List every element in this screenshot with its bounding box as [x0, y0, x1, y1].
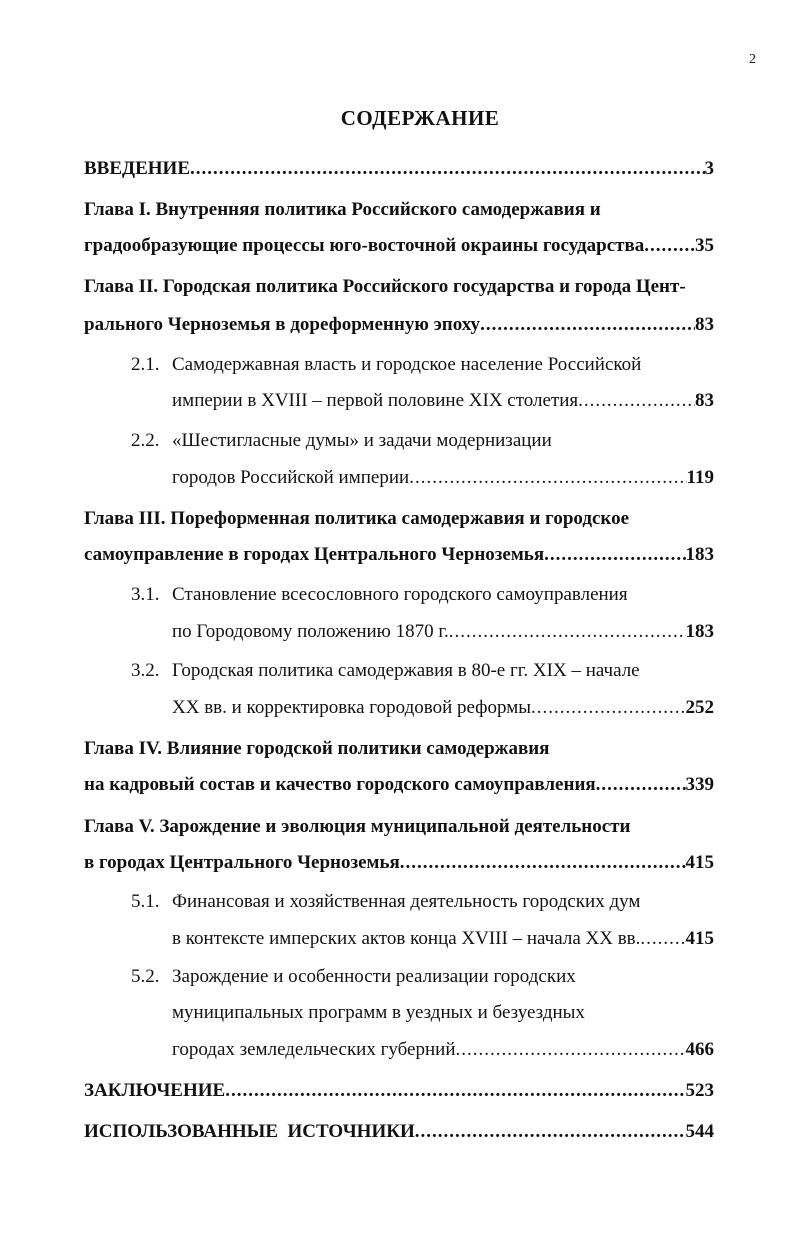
- toc-entry-section-3-1-cont: [172, 620, 714, 644]
- toc-entry-page: 3: [704, 158, 714, 179]
- toc-entry-title: Глава II. Городская политика Российского государства и города Цент-: [84, 276, 686, 297]
- toc-entry-introduction: [84, 157, 714, 181]
- toc-entry-title: Финансовая и хозяйственная деятельность городских дум: [172, 891, 641, 912]
- toc-entry-section-3-2: [131, 659, 714, 683]
- toc-entry-chapter-2: [84, 275, 714, 299]
- toc-entry-chapter-1-cont: [84, 234, 714, 258]
- dot-leader: [225, 1079, 685, 1103]
- toc-entry-section-2-1-cont: [172, 389, 714, 413]
- toc-entry-chapter-4-cont: [84, 773, 714, 797]
- toc-entry-title: городов Российской империи: [172, 467, 410, 488]
- dot-leader: [449, 620, 686, 644]
- toc-entry-title: на кадровый состав и качество городского самоуправления: [84, 774, 596, 795]
- toc-entry-page: 415: [685, 852, 714, 873]
- toc-entry-page: 119: [686, 467, 714, 488]
- toc-entry-section-2-2-cont: [172, 466, 714, 490]
- dot-leader: [409, 466, 686, 490]
- toc-entry-title: ВВЕДЕНИЕ: [84, 158, 190, 179]
- section-number: 2.2.: [131, 430, 160, 451]
- toc-entry-title: городах земледельческих губерний: [172, 1039, 456, 1060]
- toc-entry-page: 339: [685, 774, 714, 795]
- toc-entry-section-2-2: [131, 429, 714, 453]
- dot-leader: [415, 1120, 686, 1144]
- dot-leader: [544, 543, 685, 567]
- toc-entry-section-5-2-cont: [172, 1001, 714, 1025]
- page-number: 2: [749, 52, 756, 67]
- dot-leader: [640, 927, 685, 951]
- dot-leader: [456, 1038, 686, 1062]
- toc-entry-title: Самодержавная власть и городское население Российской: [172, 354, 642, 375]
- toc-entry-section-3-1: [131, 583, 714, 607]
- section-number: 2.1.: [131, 354, 160, 375]
- section-number: 5.2.: [131, 966, 160, 987]
- toc-entry-title: XX вв. и корректировка городовой реформы: [172, 697, 531, 718]
- toc-entry-page: 83: [695, 390, 714, 411]
- toc-entry-title: «Шестигласные думы» и задачи модернизации: [172, 430, 552, 451]
- dot-leader: [644, 234, 695, 258]
- toc-entry-chapter-5: [84, 815, 714, 839]
- toc-entry-page: 415: [685, 928, 714, 949]
- toc-entry-chapter-3-cont: [84, 543, 714, 567]
- toc-entry-page: 252: [685, 697, 714, 718]
- dot-leader: [480, 313, 695, 337]
- toc-entry-chapter-2-cont: [84, 313, 714, 337]
- toc-entry-title: Зарождение и особенности реализации городских: [172, 966, 576, 987]
- toc-entry-title: Глава III. Пореформенная политика самодержавия и городское: [84, 508, 630, 529]
- toc-entry-title: Глава V. Зарождение и эволюция муниципальной деятельности: [84, 816, 631, 837]
- toc-entry-title: градообразующие процессы юго-восточной окраины государства: [84, 235, 645, 256]
- toc-entry-title: Городская политика самодержавия в 80-е гг. XIX – начале: [172, 660, 640, 681]
- toc-entry-section-5-2-cont-2: [172, 1038, 714, 1062]
- toc-entry-title: по Городовому положению 1870 г.: [172, 621, 449, 642]
- toc-entry-title: Глава I. Внутренняя политика Российского самодержавия и: [84, 199, 601, 220]
- toc-entry-title: в городах Центрального Черноземья: [84, 852, 400, 873]
- dot-leader: [190, 157, 705, 181]
- toc-entry-conclusion: [84, 1079, 714, 1103]
- toc-entry-page: 466: [685, 1039, 714, 1060]
- toc-entry-title: в контексте имперских актов конца XVIII – начала XX вв.: [172, 928, 641, 949]
- toc-entry-title: муниципальных программ в уездных и безуездных: [172, 1002, 585, 1023]
- page-title: СОДЕРЖАНИЕ: [340, 106, 500, 130]
- toc-entry-title: ЗАКЛЮЧЕНИЕ: [84, 1080, 226, 1101]
- toc-entry-section-3-2-cont: [172, 696, 714, 720]
- toc-entry-page: 35: [695, 235, 714, 256]
- dot-leader: [400, 851, 686, 875]
- toc-entry-title: ИСПОЛЬЗОВАННЫЕ ИСТОЧНИКИ: [84, 1121, 415, 1142]
- section-number: 3.1.: [131, 584, 160, 605]
- toc-entry-title: Глава IV. Влияние городской политики самодержавия: [84, 738, 550, 759]
- toc-entry-chapter-3: [84, 507, 714, 531]
- toc-entry-title: самоуправление в городах Центрального Черноземья: [84, 544, 545, 565]
- toc-entry-page: 183: [685, 621, 714, 642]
- section-number: 3.2.: [131, 660, 160, 681]
- toc-entry-section-5-1-cont: [172, 927, 714, 951]
- section-number: 5.1.: [131, 891, 160, 912]
- toc-entry-title: рального Черноземья в дореформенную эпоху: [84, 314, 481, 335]
- toc-entry-chapter-4: [84, 737, 714, 761]
- toc-entry-title: Становление всесословного городского самоуправления: [172, 584, 628, 605]
- dot-leader: [578, 389, 695, 413]
- toc-entry-page: 83: [695, 314, 714, 335]
- dot-leader: [596, 773, 686, 797]
- toc-entry-sources: [84, 1120, 714, 1144]
- toc-entry-chapter-1: [84, 198, 714, 222]
- toc-entry-section-5-2: [131, 965, 714, 989]
- toc-entry-page: 544: [685, 1121, 714, 1142]
- toc-entry-page: 523: [685, 1080, 714, 1101]
- dot-leader: [531, 696, 686, 720]
- toc-entry-page: 183: [685, 544, 714, 565]
- toc-entry-chapter-5-cont: [84, 851, 714, 875]
- toc-entry-section-2-1: [131, 353, 714, 377]
- toc-entry-section-5-1: [131, 890, 714, 914]
- toc-entry-title: империи в XVIII – первой половине XIX столетия: [172, 390, 579, 411]
